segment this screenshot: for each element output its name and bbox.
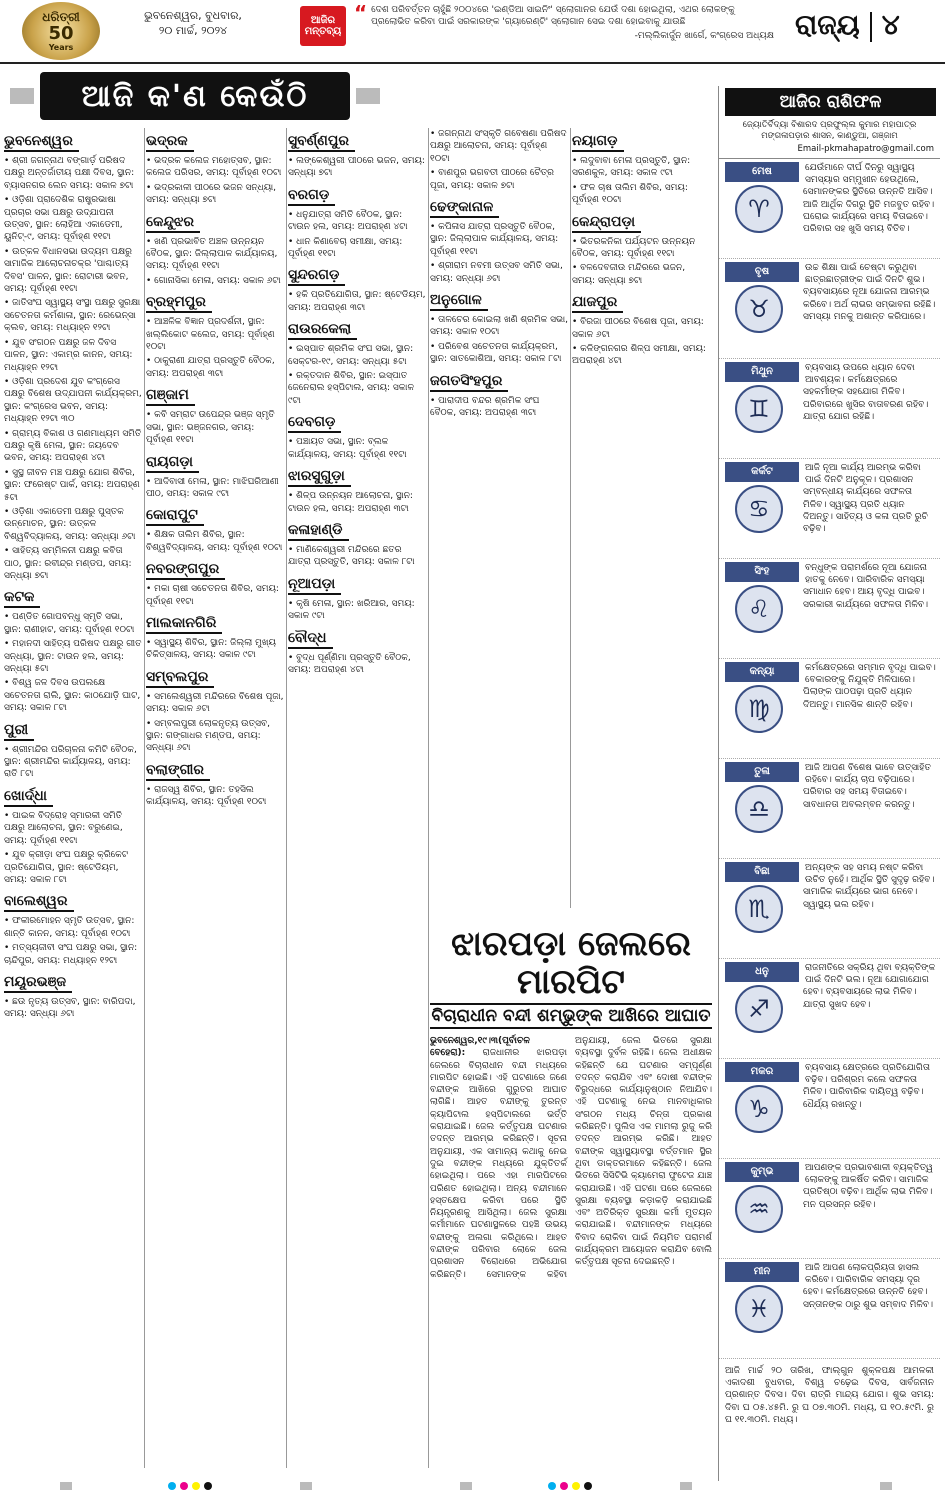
zodiac-name: ଧନୁ: [725, 962, 799, 982]
zodiac-name: କର୍କଟ: [725, 462, 799, 482]
city-heading: ଭୁବନେଶ୍ୱର: [4, 132, 79, 152]
city-heading: ଗଞ୍ଜାମ: [146, 386, 195, 406]
logo-title: ଧରିତ୍ରୀ: [42, 10, 80, 24]
quote-attribution: -ମଲ୍ଲିକାର୍ଜୁନ ଖାର୍ଗେ, କଂଗ୍ରେସ ଅଧ୍ୟକ୍ଷ: [634, 31, 774, 41]
zodiac-sign: [719, 759, 940, 859]
horoscope-title: ଆଜିର ରାଶିଫଳ: [725, 88, 936, 116]
zodiac-sign: [719, 659, 940, 759]
zodiac-icon: ♐: [735, 985, 783, 1033]
zodiac-icon: ♎: [735, 785, 783, 833]
events-column-1: [4, 128, 142, 1468]
todays-comment-badge: [300, 6, 346, 46]
zodiac-name: ବିଛା: [725, 862, 799, 882]
column-rule: [428, 128, 429, 1468]
event-item: • ମତ୍ସ୍ୟଜୀବୀ ସଂଘ ପକ୍ଷରୁ ସଭା, ସ୍ଥାନ: ଚାନ୍ଦିପୁର, ସମୟ: ମଧ୍ୟାହ୍ନ ୧୨ଟା: [4, 942, 142, 967]
event-item: • ଶିଳ୍ପ ଉନ୍ନୟନ ଆଲୋଚନା, ସ୍ଥାନ: ଟାଉନ ହଲ, ସମୟ: ଅପରାହ୍ଣ ୩ଟା: [288, 490, 426, 515]
event-item: • ଠାକୁରାଣୀ ଯାତ୍ରା ପ୍ରସ୍ତୁତି ବୈଠକ, ସମୟ: ଅପରାହ୍ଣ ୩ଟା: [146, 355, 284, 380]
event-item: • ରକ୍ତଦାନ ଶିବିର, ସ୍ଥାନ: ଇସ୍ପାତ ଜେନେରାଲ ହସ୍ପିଟାଲ, ସମୟ: ସକାଳ ୯ଟା: [288, 370, 426, 407]
city-heading: ଜଗତସିଂହପୁର: [430, 372, 508, 392]
event-item: • କବି ସମ୍ରାଟ ଉପେନ୍ଦ୍ର ଭଞ୍ଜ ସ୍ମୃତି ସଭା, ସ୍ଥାନ: ଭଞ୍ଜନଗର, ସମୟ: ପୂର୍ବାହ୍ଣ ୧୧ଟା: [146, 409, 284, 446]
registration-mark: [60, 1482, 72, 1490]
black-dot: [204, 1482, 212, 1490]
event-item: • ଖଣି ପ୍ରଭାବିତ ଅଞ୍ଚଳ ଉନ୍ନୟନ ବୈଠକ, ସ୍ଥାନ: ଜିଲ୍ଲାପାଳ କାର୍ଯ୍ୟାଳୟ, ସମୟ: ପୂର୍ବାହ୍ଣ ୧୧ଟା: [146, 236, 284, 273]
zodiac-prediction: ଆଜି ଆପଣ ଲୋକପ୍ରିୟତା ହାସଲ କରିବେ। ପାରିବାରିକ ସମସ୍ୟା ଦୂର ହେବ। କର୍ମକ୍ଷେତ୍ରରେ ଉନ୍ନତି ହେବ। ସନ୍ତାନଙ୍କ ଠାରୁ ଶୁଭ ସମ୍ବାଦ ମିଳିବ।: [803, 1263, 934, 1310]
zodiac-icon: ♏: [735, 885, 783, 933]
event-item: • ମହାନଦୀ ସାହିତ୍ୟ ପରିଷଦ ପକ୍ଷରୁ ଗୀତ ସନ୍ଧ୍ୟା, ସ୍ଥାନ: ଟାଉନ ହଲ, ସମୟ: ସନ୍ଧ୍ୟା ୫ଟା: [4, 638, 142, 675]
event-item: • ଧନୁଯାତ୍ରା ସମିତି ବୈଠକ, ସ୍ଥାନ: ଟାଉନ ହଲ, ସମୟ: ଅପରାହ୍ଣ ୪ଟା: [288, 209, 426, 234]
quote-mark-icon: “: [354, 1, 368, 25]
event-item: • କଳିଙ୍ଗନଗର ଶିଳ୍ପ ସମୀକ୍ଷା, ସମୟ: ଅପରାହ୍ଣ ୪ଟା: [572, 343, 710, 368]
zodiac-name: ମେଷ: [725, 162, 799, 182]
city-heading: ନବରଙ୍ଗପୁର: [146, 560, 225, 580]
city-heading: ନୂଆପଡ଼ା: [288, 575, 341, 595]
zodiac-prediction: ଉଚ୍ଚ ଶିକ୍ଷା ପାଇଁ ଚେଷ୍ଟା କରୁଥିବା ଛାତ୍ରଛାତ୍ରୀଙ୍କ ପାଇଁ ଦିନଟି ଶୁଭ। ବ୍ୟବସାୟରେ ନୂଆ ଯୋଜନା ଆରମ୍ଭ କରିବେ। ଅର୍ଥ ଲାଭର ସମ୍ଭାବନା ରହିଛି। ସମସ୍ୟା ମନକୁ ଅଶାନ୍ତ କରିପାରେ।: [803, 263, 936, 322]
zodiac-prediction: ଅନ୍ୟଙ୍କ ସହ ସମୟ ନଷ୍ଟ କରିବା ଉଚିତ ନୁହେଁ। ଆର୍ଥିକ ସ୍ଥିତି ସୁଦୃଢ଼ ରହିବ। ସାମାଜିକ କାର୍ଯ୍ୟରେ ଭାଗ ନେବେ। ସ୍ୱାସ୍ଥ୍ୟ ଭଲ ରହିବ।: [803, 863, 935, 910]
zodiac-prediction: ଆଜି ଆପଣ ବିଶେଷ ଭାବେ ଉତ୍ସାହିତ ରହିବେ। କାର୍ଯ୍ୟ ଚାପ ବଢ଼ିପାରେ। ପରିବାର ସହ ସମୟ ବିତାଇବେ। ସାବଧାନତା ଅବଲମ୍ବନ କରନ୍ତୁ।: [803, 763, 931, 810]
city-heading: ଖୋର୍ଦ୍ଧା: [4, 787, 53, 807]
event-item: • ସମଲେଶ୍ୱରୀ ମନ୍ଦିରରେ ବିଶେଷ ପୂଜା, ସମୟ: ସକାଳ ୬ଟା: [146, 691, 284, 716]
event-item: • ପଣ୍ଡିତ ଗୋପବନ୍ଧୁ ସ୍ମୃତି ସଭା, ସ୍ଥାନ: ରାଣୀହାଟ, ସମୟ: ପୂର୍ବାହ୍ଣ ୧୦ଟା: [4, 611, 142, 636]
zodiac-icon: ♈: [735, 185, 783, 233]
city-heading: ମାଲକାନଗିରି: [146, 614, 222, 634]
zodiac-prediction: ବ୍ୟବସାୟ କ୍ଷେତ୍ରରେ ପ୍ରତିଯୋଗିତା ବଢ଼ିବ। ପରିଶ୍ରମ କଲେ ସଫଳତା ମିଳିବ। ପାରିବାରିକ ଦାୟିତ୍ୱ ବଢ଼ିବ। ଧୈର୍ଯ୍ୟ ରଖନ୍ତୁ।: [803, 1063, 930, 1110]
city-heading: ବ୍ରହ୍ମପୁର: [146, 293, 212, 313]
event-item: • ସାହିତ୍ୟ ସମ୍ମିଳନୀ ପକ୍ଷରୁ କବିତା ପାଠ, ସ୍ଥାନ: ରବୀନ୍ଦ୍ର ମଣ୍ଡପ, ସମୟ: ସନ୍ଧ୍ୟା ୭ଟା: [4, 545, 142, 582]
event-item: • ସୁସ୍ଥ ଜୀବନ ମଞ୍ଚ ପକ୍ଷରୁ ଯୋଗ ଶିବିର, ସ୍ଥାନ: ଫରେଷ୍ଟ ପାର୍କ, ସମୟ: ଅପରାହ୍ଣ ୫ଟା: [4, 467, 142, 504]
event-item: • କପିଳାସ ଯାତ୍ରା ପ୍ରସ୍ତୁତି ବୈଠକ, ସ୍ଥାନ: ଜିଲ୍ଲାପାଳ କାର୍ଯ୍ୟାଳୟ, ସମୟ: ପୂର୍ବାହ୍ଣ ୧୧ଟା: [430, 221, 568, 258]
city-heading: ରାୟଗଡ଼ା: [146, 453, 199, 473]
section-label: [795, 8, 900, 42]
zodiac-name: ସିଂହ: [725, 562, 799, 582]
event-item: • ବୁଦ୍ଧ ପୂର୍ଣ୍ଣିମା ପ୍ରସ୍ତୁତି ବୈଠକ, ସମୟ: ଅପରାହ୍ଣ ୪ଟା: [288, 652, 426, 677]
city-heading: କଟକ: [4, 588, 40, 608]
author-email: Email-pkmahapatro@gmail.com: [719, 144, 940, 159]
zodiac-icon: ♌: [735, 585, 783, 633]
event-item: • ଶିକ୍ଷକ ତାଲିମ ଶିବିର, ସ୍ଥାନ: ବିଶ୍ୱବିଦ୍ୟାଳୟ, ସମୟ: ପୂର୍ବାହ୍ଣ ୧୦ଟା: [146, 529, 284, 554]
article-headline: ଝାରପଡ଼ା ଜେଲରେ ମାରପିଟ: [451, 925, 691, 1002]
zodiac-name: ତୁଳା: [725, 762, 799, 782]
page-header: [0, 0, 945, 64]
article-subheadline: ବିଚାରାଧୀନ ବନ୍ଦୀ ଶମ୍ଭୁଙ୍କ ଆଖିରେ ଆଘାତ: [430, 1003, 712, 1029]
zodiac-icon: ♒: [735, 1185, 783, 1233]
print-color-strip: [0, 1478, 945, 1497]
event-item: • ଭିତରକନିକା ପର୍ଯ୍ୟଟନ ଉନ୍ନୟନ ବୈଠକ, ସମୟ: ପୂର୍ବାହ୍ଣ ୧୧ଟା: [572, 236, 710, 261]
city-heading: ସୁବର୍ଣ୍ଣପୁର: [288, 132, 355, 152]
zodiac-sign: [719, 159, 940, 259]
city-heading: କଳାହାଣ୍ଡି: [288, 521, 349, 541]
event-item: • ବିଶ୍ୱ ଜଳ ଦିବସ ଉପଲକ୍ଷେ ସଚେତନତା ରାଲି, ସ୍ଥାନ: କାଠଯୋଡ଼ି ଘାଟ, ସମୟ: ସକାଳ ୮ଟା: [4, 677, 142, 714]
city-heading: ଯାଜପୁର: [572, 293, 623, 313]
article-dateline: ଭୁବନେଶ୍ୱର,୧୯।୩(ପୂର୍ବାଚଳ ବେହେରା):: [430, 1036, 530, 1059]
zodiac-sign: [719, 359, 940, 459]
event-item: • ଓଡ଼ିଶା ଏକାଡେମୀ ପକ୍ଷରୁ ପୁସ୍ତକ ଉନ୍ମୋଚନ, ସ୍ଥାନ: ଉତ୍କଳ ବିଶ୍ୱବିଦ୍ୟାଳୟ, ସମୟ: ସନ୍ଧ୍ୟା ୬ଟା: [4, 506, 142, 543]
event-item: • ରାଜସ୍ୱ ଶିବିର, ସ୍ଥାନ: ତହସିଲ କାର୍ଯ୍ୟାଳୟ, ସମୟ: ପୂର୍ବାହ୍ଣ ୧୦ଟା: [146, 784, 284, 809]
event-item: • ମାଣିକେଶ୍ୱରୀ ମନ୍ଦିରରେ ଛତର ଯାତ୍ରା ପ୍ରସ୍ତୁତି, ସମୟ: ସକାଳ ୮ଟା: [288, 544, 426, 569]
zodiac-icon: ♊: [735, 385, 783, 433]
author-address: ମଙ୍ଗଳାପଡ଼ାର ଶାସନ, କାଣ୍ଡୁଆ, ଗଞ୍ଜାମ: [761, 131, 898, 141]
jail-news-article: [430, 925, 712, 1470]
event-item: • ଧାନ କିଣାବେଚା ସମୀକ୍ଷା, ସମୟ: ପୂର୍ବାହ୍ଣ ୧୧ଟା: [288, 236, 426, 261]
city-heading: ବଲାଙ୍ଗୀର: [146, 761, 210, 781]
zodiac-sign: [719, 259, 940, 359]
event-item: • ଓଡ଼ିଶା ପ୍ରଦେଶ ଯୁବ କଂଗ୍ରେସ ପକ୍ଷରୁ ବିଶେଷ ଉଦ୍‌ଯାପନୀ କାର୍ଯ୍ୟକ୍ରମ, ସ୍ଥାନ: କଂଗ୍ରେସ ଭବନ, ସମୟ: ମଧ୍ୟାହ୍ନ ୧୨ଟା ୩୦: [4, 376, 142, 426]
event-item: • ତାଳଚେର କୋଇଲା ଖଣି ଶ୍ରମିକ ସଭା, ସମୟ: ସକାଳ ୧୦ଟା: [430, 314, 568, 339]
city-heading: ସୁନ୍ଦରଗଡ଼: [288, 266, 345, 286]
event-item: • ସ୍ୱାସ୍ଥ୍ୟ ଶିବିର, ସ୍ଥାନ: ଜିଲ୍ଲା ମୁଖ୍ୟ ଚିକିତ୍ସାଳୟ, ସମୟ: ସକାଳ ୯ଟା: [146, 637, 284, 662]
event-item: • ଫଳ ଚାଷ ତାଲିମ ଶିବିର, ସମୟ: ପୂର୍ବାହ୍ଣ ୧୦ଟା: [572, 182, 710, 207]
zodiac-prediction: କର୍ମକ୍ଷେତ୍ରରେ ସମ୍ମାନ ବୃଦ୍ଧି ପାଇବ। ବେକାରଙ୍କୁ ନିଯୁକ୍ତି ମିଳିପାରେ। ପିଲାଙ୍କ ପାଠପଢ଼ା ପ୍ରତି ଧ୍ୟାନ ଦିଅନ୍ତୁ। ମାନସିକ ଶାନ୍ତି ରହିବ।: [803, 663, 936, 710]
zodiac-prediction: ବନ୍ଧୁଙ୍କ ପରାମର୍ଶରେ ନୂଆ ଯୋଜନା ହାତକୁ ନେବେ। ପାରିବାରିକ ସମସ୍ୟା ସମାଧାନ ହେବ। ଆୟ ବୃଦ୍ଧି ପାଇବ। ସରକାରୀ କାର୍ଯ୍ୟରେ ସଫଳତା ମିଳିବ।: [803, 563, 929, 610]
event-item: • ବଳଦେବଜୀଉ ମନ୍ଦିରରେ ଭଜନ, ସମୟ: ସନ୍ଧ୍ୟା ୭ଟା: [572, 262, 710, 287]
event-item: • ସମ୍ବଲପୁରୀ ଲୋକନୃତ୍ୟ ଉତ୍ସବ, ସ୍ଥାନ: ଗଙ୍ଗାଧର ମଣ୍ଡପ, ସମୟ: ସନ୍ଧ୍ୟା ୬ଟା: [146, 718, 284, 755]
zodiac-icon: ♓: [735, 1285, 783, 1333]
city-heading: ପୁରୀ: [4, 721, 34, 741]
city-heading: କୋରାପୁଟ: [146, 506, 204, 526]
events-column-4: [430, 128, 568, 908]
zodiac-prediction: ଆପଣଙ୍କ ପ୍ରଭାବଶାଳୀ ବ୍ୟକ୍ତିତ୍ୱ ଲୋକଙ୍କୁ ଆକର୍ଷିତ କରିବ। ସାମାଜିକ ପ୍ରତିଷ୍ଠା ବଢ଼ିବ। ଆର୍ଥିକ ଲାଭ ମିଳିବ। ମନ ପ୍ରସନ୍ନ ରହିବ।: [803, 1163, 933, 1210]
zodiac-name: ବୃଷ: [725, 262, 799, 282]
events-column-3: [288, 128, 426, 1468]
event-item: • ଯୁବ କ୍ରୀଡ଼ା ସଂଘ ପକ୍ଷରୁ କ୍ରିକେଟ ପ୍ରତିଯୋଗିତା, ସ୍ଥାନ: ଷ୍ଟେଡିୟମ, ସମୟ: ସକାଳ ୮ଟା: [4, 849, 142, 886]
cyan-dot: [168, 1482, 176, 1490]
city-heading: ଝାରସୁଗୁଡ଼ା: [288, 467, 351, 487]
header-quote: [354, 1, 774, 42]
event-item: • ବିରଜା ପୀଠରେ ବିଶେଷ ପୂଜା, ସମୟ: ସକାଳ ୬ଟା: [572, 316, 710, 341]
city-heading: ବୌଦ୍ଧ: [288, 629, 333, 649]
zodiac-name: କୁମ୍ଭ: [725, 1162, 799, 1182]
registration-mark: [300, 1482, 312, 1490]
zodiac-icon: ♍: [735, 685, 783, 733]
section-divider: [870, 12, 872, 42]
section-name: ରାଜ୍ୟ: [795, 8, 860, 41]
city-heading: କେନ୍ଦୁଝର: [146, 213, 200, 233]
event-item: • ବାଣପୁର ଭଗବତୀ ପୀଠରେ ଚୈତ୍ର ପୂଜା, ସମୟ: ସକାଳ ୭ଟା: [430, 167, 568, 192]
city-heading: ଦେବଗଡ଼: [288, 413, 341, 433]
event-item: • ଗୋନାସିକା ମେଳା, ସମୟ: ସକାଳ ୬ଟା: [146, 275, 284, 287]
zodiac-sign: [719, 1059, 940, 1159]
zodiac-icon: ♉: [735, 285, 783, 333]
zodiac-name: ମୀନ: [725, 1262, 799, 1282]
yellow-dot: [572, 1482, 580, 1490]
badge-line2: ମନ୍ତବ୍ୟ: [304, 26, 342, 37]
event-item: • ଗ୍ରାମ୍ୟ ବିକାଶ ଓ ଗଣମାଧ୍ୟମ ସମିତି ପକ୍ଷରୁ କୃଷି ମେଳା, ସ୍ଥାନ: ଜୟଦେବ ଭବନ, ସମୟ: ଅପରାହ୍ଣ ୪ଟା: [4, 428, 142, 465]
events-column-2: [146, 128, 284, 1468]
logo-subtitle: Years: [48, 43, 74, 52]
magenta-dot: [180, 1482, 188, 1490]
event-item: • ଆଦିବାସୀ ମେଳା, ସ୍ଥାନ: ମାଝିଘରିଆଣୀ ପୀଠ, ସମୟ: ସକାଳ ୯ଟା: [146, 476, 284, 501]
zodiac-prediction: ରାଜନୀତିରେ ସକ୍ରିୟ ଥିବା ବ୍ୟକ୍ତିଙ୍କ ପାଇଁ ଦିନଟି ଭଲ। ନୂଆ ଯୋଗାଯୋଗ ହେବ। ବ୍ୟବସାୟରେ ଲାଭ ମିଳିବ। ଯାତ୍ରା ସୁଖଦ ହେବ।: [803, 963, 936, 1010]
date-line: [118, 8, 268, 38]
events-column-5: [572, 128, 710, 908]
zodiac-icon: ♑: [735, 1085, 783, 1133]
city-heading: କେନ୍ଦ୍ରାପଡ଼ା: [572, 213, 641, 233]
event-item: • ପରିବେଶ ସଚେତନତା କାର୍ଯ୍ୟକ୍ରମ, ସ୍ଥାନ: ସାତକୋଶିଆ, ସମୟ: ସକାଳ ୮ଟା: [430, 341, 568, 366]
city-heading: ବରଗଡ଼: [288, 186, 335, 206]
event-item: • ଶ୍ରୀମନ୍ଦିର ପରିଚାଳନା କମିଟି ବୈଠକ, ସ୍ଥାନ: ଶ୍ରୀମନ୍ଦିର କାର୍ଯ୍ୟାଳୟ, ସମୟ: ରାତି ୮ଟା: [4, 744, 142, 781]
zodiac-sign: [719, 859, 940, 959]
page-number: ୪: [881, 8, 900, 41]
horoscope-author: [719, 116, 940, 144]
date-line-date: ୨୦ ମାର୍ଚ୍ଚ, ୨୦୨୪: [158, 24, 228, 37]
horoscope-panel: [718, 86, 940, 1481]
event-item: • ଫକୀରମୋହନ ସ୍ମୃତି ଉତ୍ସବ, ସ୍ଥାନ: ଶାନ୍ତି କାନନ, ସମୟ: ପୂର୍ବାହ୍ଣ ୧୦ଟା: [4, 915, 142, 940]
event-item: • ମକା ଚାଷୀ ସଚେତନତା ଶିବିର, ସମୟ: ପୂର୍ବାହ୍ଣ ୧୧ଟା: [146, 583, 284, 608]
zodiac-name: ମିଥୁନ: [725, 362, 799, 382]
magenta-dot: [560, 1482, 568, 1490]
event-item: • ଭଦ୍ରକାଳୀ ପୀଠରେ ଭଜନ ସନ୍ଧ୍ୟା, ସମୟ: ସନ୍ଧ୍ୟା ୭ଟା: [146, 182, 284, 207]
column-rule: [144, 128, 145, 1468]
registration-mark: [680, 1482, 692, 1490]
column-rule: [286, 128, 287, 1468]
city-heading: ମୟୂରଭଞ୍ଜ: [4, 973, 72, 993]
event-item: • ଜଗନ୍ନାଥ ସଂସ୍କୃତି ଗବେଷଣା ପରିଷଦ ପକ୍ଷରୁ ଆଲୋଚନା, ସମୟ: ପୂର୍ବାହ୍ଣ ୧୦ଟା: [430, 128, 568, 165]
event-item: • ଆଞ୍ଚଳିକ ବିଜ୍ଞାନ ପ୍ରଦର୍ଶନୀ, ସ୍ଥାନ: ଖଲ୍ଲିକୋଟ କଲେଜ, ସମୟ: ପୂର୍ବାହ୍ଣ ୧୦ଟା: [146, 316, 284, 353]
registration-mark: [880, 1482, 892, 1490]
event-item: • ଶ୍ରୀ ଜଗନ୍ନାଥ ବଙ୍ଗାର୍ଡ଼ ପରିଷଦ ପକ୍ଷରୁ ଅନ୍ତର୍ଜାତୀୟ ପକ୍ଷୀ ଦିବସ, ସ୍ଥାନ: ବ୍ୟାସନଗର ଲେନ ସମୟ: ସକାଳ ୭ଟା: [4, 155, 142, 192]
zodiac-prediction: ଯେଉଁମାନେ ଦୀର୍ଘ ଦିନରୁ ସ୍ୱାସ୍ଥ୍ୟ ସମସ୍ୟାର ସମ୍ମୁଖୀନ ହେଉଥିଲେ, ସେମାନଙ୍କର ସ୍ଥିତିରେ ଉନ୍ନତି ଆସିବ। ଆଜି ଆର୍ଥିକ ଦିଗରୁ ସ୍ଥିତି ମଜବୁତ ରହିବ। ଘରୋଇ କାର୍ଯ୍ୟରେ ସମୟ ବିତାଇବେ। ପରିବାର ସହ ଖୁସି ସମୟ ବିତିବ।: [803, 163, 935, 235]
zodiac-prediction: ଆଜି ନୂଆ କାର୍ଯ୍ୟ ଆରମ୍ଭ କରିବା ପାଇଁ ଦିନଟି ଅନୁକୂଳ। ପ୍ରଶାସନ ସମ୍ବନ୍ଧୀୟ କାର୍ଯ୍ୟରେ ସଫଳତା ମିଳିବ। ସ୍ୱାସ୍ଥ୍ୟ ପ୍ରତି ଧ୍ୟାନ ଦିଅନ୍ତୁ। ସାହିତ୍ୟ ଓ କଳା ପ୍ରତି ରୁଚି ବଢ଼ିବ।: [803, 463, 928, 535]
author-name: ଜ୍ୟୋତିର୍ବିଦ୍ୟା ବିଶାରଦ ପ୍ରଫୁଲ୍ଲ କୁମାର ମହାପାତ୍ର: [742, 120, 917, 130]
city-heading: ରାଉରକେଲା: [288, 320, 357, 340]
badge-line1: ଆଜିର: [310, 15, 336, 26]
zodiac-sign: [719, 459, 940, 559]
zodiac-prediction: ବ୍ୟବସାୟ ଉପରେ ଧ୍ୟାନ ଦେବା ଆବଶ୍ୟକ। କର୍ମକ୍ଷେତ୍ରରେ ସହକର୍ମୀଙ୍କ ସହଯୋଗ ମିଳିବ। ପରିବାରରେ ଖୁସିର ବାତାବରଣ ରହିବ। ଯାତ୍ରା ଯୋଗ ରହିଛି।: [803, 363, 929, 422]
logo-number: 50: [48, 23, 74, 44]
event-item: • ଉତ୍କଳ ବିଧାନସଭା ଉଦ୍ୟମ ପକ୍ଷରୁ ସାମାଜିକ ଆଲୋଚନାଚକ୍ର 'ପାଶ୍ଚାତ୍ୟ ଦିବସ' ପାଳନ, ସ୍ଥାନ: ରୋଟାରୀ ଭବନ, ସମୟ: ପୂର୍ବାହ୍ଣ ୧୧ଟା: [4, 246, 142, 296]
zodiac-sign: [719, 1259, 940, 1359]
panchang-footer: ଆଜି ମାର୍ଚ୍ଚ ୨୦ ତାରିଖ, ଫାଲ୍‌ଗୁନ ଶୁକ୍ଳପକ୍ଷ ଆମଳକୀ ଏକାଦଶୀ ବୁଧବାର, ବିଶ୍ୱ ଚଢ଼େଇ ଦିବସ, ସାର୍ବଜନୀନ ପ୍ରଶାନ୍ତ ଦିବସ। ଦିବା ରାତ୍ରି ମାନ୍ଦ୍ୟ ଯୋଗ। ଶୁଭ ସମୟ: ଦିବା ଘ ୦୫.୪୫ମି. ରୁ ଘ ୦୭.୩୦ମି. ମଧ୍ୟ, ଘ ୧୦.୫୯ମି. ରୁ ଘ ୧୧.୩୦ମି. ମଧ୍ୟ।: [725, 1366, 934, 1425]
city-heading: ଅନୁଗୋଳ: [430, 291, 488, 311]
zodiac-sign: [719, 959, 940, 1059]
event-item: • ପାରାଦୀପ ବନ୍ଦର ଶ୍ରମିକ ସଂଘ ବୈଠକ, ସମୟ: ଅପରାହ୍ଣ ୩ଟା: [430, 395, 568, 420]
event-item: • ଜାତିସଂଘ ସ୍ୱାସ୍ଥ୍ୟ ସଂସ୍ଥା ପକ୍ଷରୁ ସୁରକ୍ଷା ସଚେତନତା କର୍ମଶାଳା, ସ୍ଥାନ: ରେଭେନ୍ସା କ୍ଲବ, ସମୟ: ମଧ୍ୟାହ୍ନ ୧୨ଟା: [4, 297, 142, 334]
event-item: • ଛଉ ନୃତ୍ୟ ଉତ୍ସବ, ସ୍ଥାନ: ବାରିପଦା, ସମୟ: ସନ୍ଧ୍ୟା ୬ଟା: [4, 996, 142, 1021]
zodiac-list: [719, 159, 940, 1359]
event-item: • କୃଷି ମେଳା, ସ୍ଥାନ: ଖରିଆର, ସମୟ: ସକାଳ ୯ଟା: [288, 598, 426, 623]
events-banner: ଆଜି କ'ଣ କେଉଁଠି: [40, 72, 350, 120]
city-heading: ବାଲେଶ୍ୱର: [4, 892, 74, 912]
date-line-day: ଭୁବନେଶ୍ୱର, ବୁଧବାର,: [144, 9, 242, 22]
article-body: [430, 1035, 712, 1281]
column-rule: [570, 128, 571, 908]
event-item: • ଇସ୍ପାତ ଶ୍ରମିକ ସଂଘ ସଭା, ସ୍ଥାନ: ସେକ୍ଟର-୧୯, ସମୟ: ସନ୍ଧ୍ୟା ୫ଟା: [288, 343, 426, 368]
event-item: • ହକି ପ୍ରତିଯୋଗିତା, ସ୍ଥାନ: ଷ୍ଟେଡିୟମ, ସମୟ: ଅପରାହ୍ଣ ୩ଟା: [288, 289, 426, 314]
yellow-dot: [192, 1482, 200, 1490]
zodiac-name: କନ୍ୟା: [725, 662, 799, 682]
city-heading: ନୟାଗଡ଼: [572, 132, 624, 152]
zodiac-sign: [719, 559, 940, 659]
registration-mark: [460, 1482, 472, 1490]
city-heading: ଭଦ୍ରକ: [146, 132, 194, 152]
event-item: • ଓଡ଼ିଶା ପ୍ରାଦେଶିକ ରାଷ୍ଟ୍ରଭାଷା ପ୍ରଚାର ସଭା ପକ୍ଷରୁ ଉଦ୍‌ଯାପନୀ ଉତ୍ସବ, ସ୍ଥାନ: ଲୋହିଆ ଏକାଡେମୀ, ୟୁନିଟ୍-୯, ସମୟ: ପୂର୍ବାହ୍ଣ ୧୧ଟା: [4, 194, 142, 244]
event-item: • ପଞ୍ଚାୟତ ସଭା, ସ୍ଥାନ: ବ୍ଲକ କାର୍ଯ୍ୟାଳୟ, ସମୟ: ପୂର୍ବାହ୍ଣ ୧୧ଟା: [288, 436, 426, 461]
event-item: • ଶ୍ରୀରାମ ନବମୀ ଉତ୍ସବ ସମିତି ସଭା, ସମୟ: ସନ୍ଧ୍ୟା ୬ଟା: [430, 260, 568, 285]
black-dot: [584, 1482, 592, 1490]
event-item: • ଲଦୁବାବା ମେଳା ପ୍ରସ୍ତୁତି, ସ୍ଥାନ: ସରଣକୁଳ, ସମୟ: ସକାଳ ୯ଟା: [572, 155, 710, 180]
city-heading: ଢେଙ୍କାନାଳ: [430, 198, 499, 218]
article-text: ରାଜଧାନୀର ଝାରପଡ଼ା ଜେଲରେ ବିଚାରାଧୀନ ବନ୍ଦୀ ମଧ୍ୟରେ ମାରପିଟ ହୋଇଛି। ଏହି ଘଟଣାରେ ଜଣେ ବନ୍ଦୀଙ୍କ ଆଖିରେ ଗୁରୁତର ଆଘାତ ଲାଗିଛି। ଆହତ ବନ୍ଦୀଙ୍କୁ ତୁରନ୍ତ କ୍ୟାପିଟାଲ ହସ୍ପିଟାଲରେ ଭର୍ତ୍ତି କରାଯାଇଛି। ଜେଲ କର୍ତ୍ତୃପକ୍ଷ ଘଟଣାର ତଦନ୍ତ ଆରମ୍ଭ କରିଛନ୍ତି। ସୂଚନା ଅନୁଯାୟୀ, ଏକ ସାମାନ୍ୟ କଥାକୁ ନେଇ ଦୁଇ ବନ୍ଦୀଙ୍କ ମଧ୍ୟରେ ଯୁକ୍ତିତର୍କ ହୋଇଥିଲା। ପରେ ଏହା ମାରପିଟରେ ପରିଣତ ହୋଇଥିଲା। ଅନ୍ୟ ବନ୍ଦୀମାନେ ହସ୍ତକ୍ଷେପ କରିବା ପରେ ସ୍ଥିତି ନିୟନ୍ତ୍ରଣକୁ ଆସିଥିଲା। ଜେଲ ସୁରକ୍ଷା କର୍ମୀମାନେ ଘଟଣାସ୍ଥଳରେ ପହଞ୍ଚି ଉଭୟ ବନ୍ଦୀଙ୍କୁ ଅଲଗା କରିଥିଲେ। ଆହତ ବନ୍ଦୀଙ୍କ ପରିବାର ଲୋକେ ଜେଲ ପ୍ରଶାସନ ବିରୋଧରେ ଅଭିଯୋଗ କରିଛନ୍ତି। ସେମାନଙ୍କ କହିବା ଅନୁଯାୟୀ, ଜେଲ ଭିତରେ ସୁରକ୍ଷା ବ୍ୟବସ୍ଥା ଦୁର୍ବଳ ରହିଛି। ଜେଲ ଅଧୀକ୍ଷକ କହିଛନ୍ତି ଯେ ଘଟଣାର ସମ୍ପୂର୍ଣ୍ଣ ତଦନ୍ତ କରାଯିବ ଏବଂ ଦୋଷୀ ବନ୍ଦୀଙ୍କ ବିରୁଦ୍ଧରେ କାର୍ଯ୍ୟାନୁଷ୍ଠାନ ନିଆଯିବ। ଏହି ଘଟଣାକୁ ନେଇ ମାନବାଧିକାର ସଂଗଠନ ମଧ୍ୟ ଚିନ୍ତା ପ୍ରକାଶ କରିଛନ୍ତି। ପୁଲିସ ଏକ ମାମଲା ରୁଜୁ କରି ତଦନ୍ତ ଆରମ୍ଭ କରିଛି। ଆହତ ବନ୍ଦୀଙ୍କ ସ୍ୱାସ୍ଥ୍ୟାବସ୍ଥା ବର୍ତ୍ତମାନ ସ୍ଥିର ଥିବା ଡାକ୍ତରମାନେ କହିଛନ୍ତି। ଜେଲ ଭିତରେ ସିସିଟିଭି କ୍ୟାମେରା ଫୁଟେଜ ଯାଞ୍ଚ କରାଯାଉଛି। ଏହି ଘଟଣା ପରେ ଜେଲରେ ସୁରକ୍ଷା ବ୍ୟବସ୍ଥା କଡ଼ାକଡ଼ି କରାଯାଇଛି ଏବଂ ଅତିରିକ୍ତ ସୁରକ୍ଷା କର୍ମୀ ମୁତୟନ କରାଯାଇଛି। ବନ୍ଦୀମାନଙ୍କ ମଧ୍ୟରେ ବିବାଦ ରୋକିବା ପାଇଁ ନିୟମିତ ପରାମର୍ଶ କାର୍ଯ୍ୟକ୍ରମ ଆୟୋଜନ କରାଯିବ ବୋଲି କର୍ତ୍ତୃପକ୍ଷ ସୂଚନା ଦେଇଛନ୍ତି।: [430, 1036, 712, 1280]
event-item: • ପାଇକ ବିଦ୍ରୋହ ସ୍ମାରକୀ ସମିତି ପକ୍ଷରୁ ଆଲୋଚନା, ସ୍ଥାନ: ବରୁଣେଇ, ସମୟ: ପୂର୍ବାହ୍ଣ ୧୧ଟା: [4, 810, 142, 847]
event-item: • ଯୁବ ସଂଗଠନ ପକ୍ଷରୁ ଜଳ ଦିବସ ପାଳନ, ସ୍ଥାନ: ଏକାମ୍ର କାନନ, ସମୟ: ମଧ୍ୟାହ୍ନ ୧୨ଟା: [4, 337, 142, 374]
zodiac-sign: [719, 1159, 940, 1259]
event-item: • ଲଙ୍କେଶ୍ୱରୀ ପୀଠରେ ଭଜନ, ସମୟ: ସନ୍ଧ୍ୟା ୭ଟା: [288, 155, 426, 180]
quote-text: ଦେଶ ପରିବର୍ତ୍ତନ ଚାହୁଁଛି ୨୦୦୪ରେ 'ଇଣ୍ଡିଆ ସାଇନିଂ' ସ୍ଲୋଗାନର ଯେଉଁ ଦଶା ହୋଇଥିଲା, ଏଥର ଲୋକଙ୍କୁ ପ୍ରଲୋଭିତ କରିବା ପାଇଁ ସରକାରଙ୍କ 'ଗ୍ୟାରେଣ୍ଟି' ସ୍ଲୋଗାନ ସେଇ ଦଶା ହୋଇବାକୁ ଯାଉଛି: [371, 5, 735, 27]
masthead-logo: [22, 2, 100, 60]
cyan-dot: [548, 1482, 556, 1490]
city-heading: ସମ୍ବଲପୁର: [146, 668, 214, 688]
event-item: • ଭଦ୍ରକ କଲେଜ ମହୋତ୍ସବ, ସ୍ଥାନ: କଲେଜ ପରିସର, ସମୟ: ପୂର୍ବାହ୍ଣ ୧୦ଟା: [146, 155, 284, 180]
zodiac-name: ମକର: [725, 1062, 799, 1082]
zodiac-icon: ♋: [735, 485, 783, 533]
